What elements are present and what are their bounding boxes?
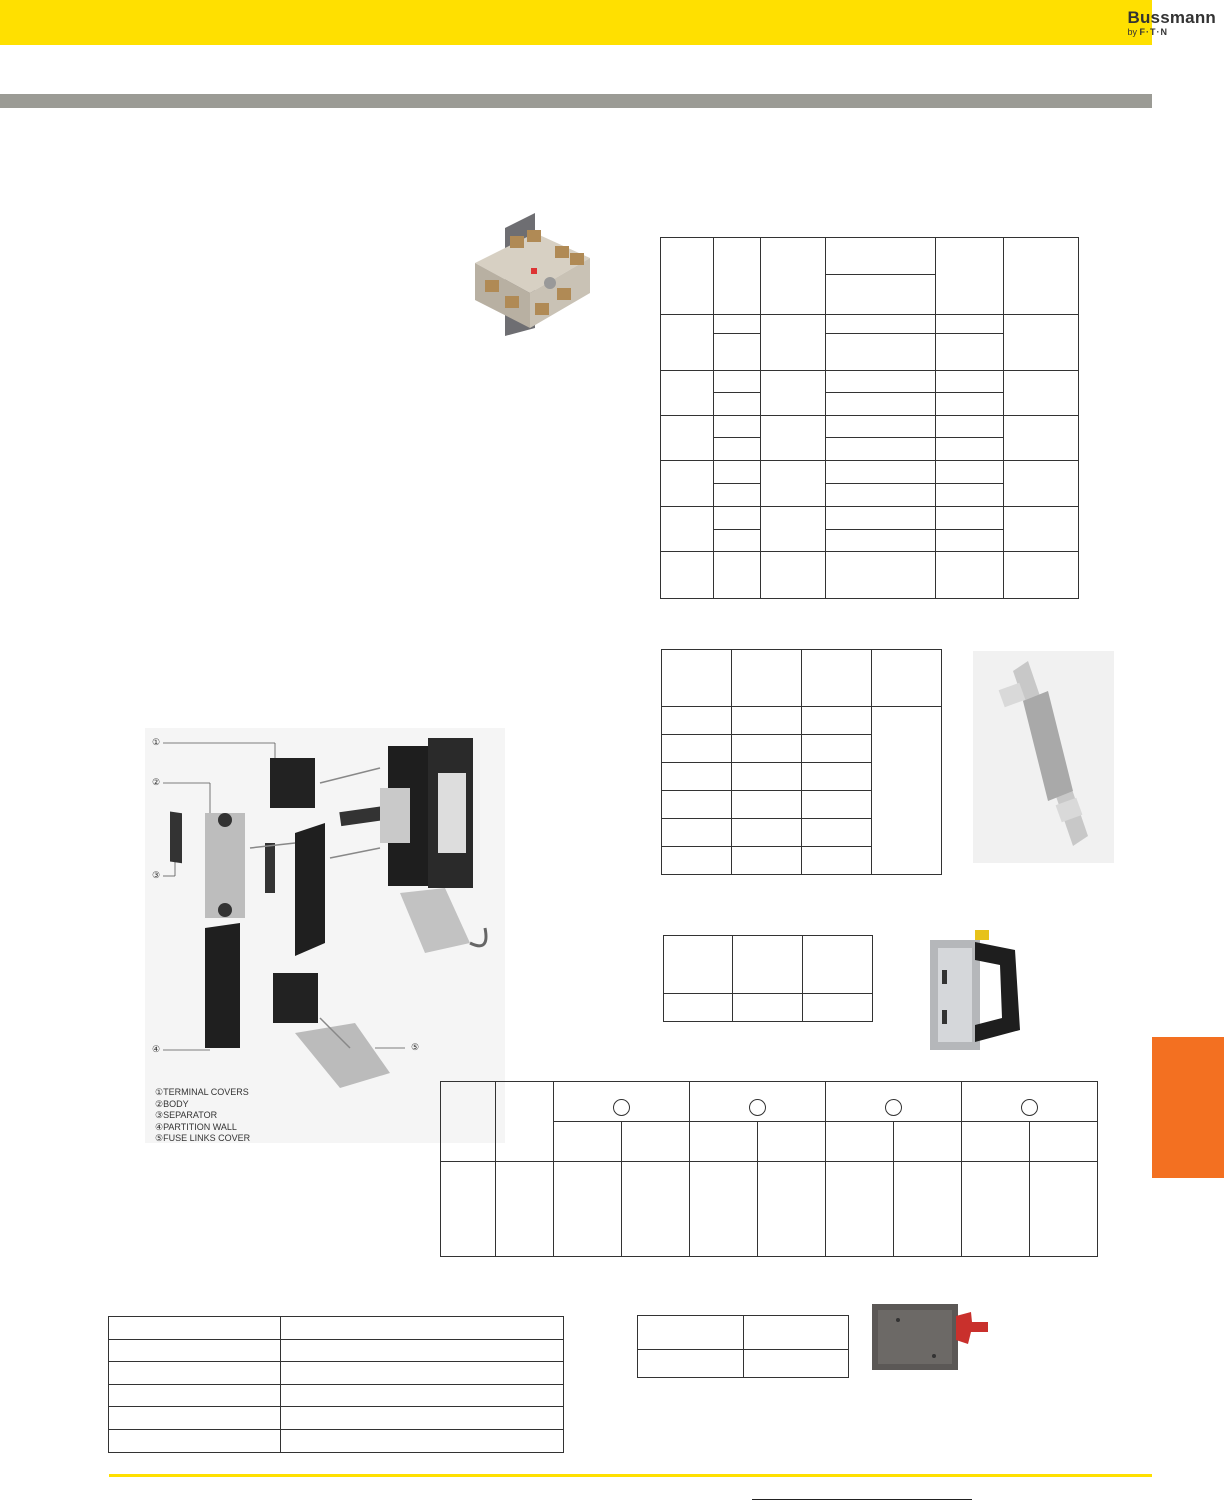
table-cell bbox=[109, 1407, 281, 1430]
table-cell bbox=[936, 392, 1004, 415]
diagram-legend bbox=[155, 1087, 250, 1145]
table-cell bbox=[714, 461, 761, 484]
table-cell bbox=[496, 1082, 554, 1162]
table-cell bbox=[661, 370, 714, 415]
table-cell bbox=[662, 847, 732, 875]
table-cell bbox=[662, 735, 732, 763]
table-cell bbox=[936, 529, 1004, 551]
table-cell bbox=[281, 1362, 564, 1385]
callout-4: ④ bbox=[152, 1044, 161, 1054]
table-cell bbox=[826, 370, 936, 392]
table-cell bbox=[826, 275, 936, 315]
table-cell bbox=[744, 1316, 849, 1350]
callout-2: ② bbox=[152, 777, 161, 787]
brand-parent: F·T·N bbox=[1139, 27, 1169, 37]
table-cell bbox=[109, 1362, 281, 1385]
table-cell bbox=[714, 438, 761, 461]
table-cell bbox=[714, 392, 761, 415]
table-cell bbox=[109, 1430, 281, 1453]
table-cell bbox=[1004, 315, 1079, 370]
circle-marker-icon bbox=[885, 1099, 902, 1116]
table-cell bbox=[661, 551, 714, 598]
table-cell bbox=[826, 438, 936, 461]
table-cell bbox=[441, 1162, 496, 1257]
table-cell bbox=[761, 551, 826, 598]
table-cell bbox=[936, 333, 1004, 370]
table-cell bbox=[936, 238, 1004, 315]
table-cell bbox=[690, 1082, 826, 1122]
table-cell bbox=[281, 1430, 564, 1453]
table-cell bbox=[441, 1082, 496, 1162]
table-cell bbox=[714, 415, 761, 437]
table-dimensions bbox=[440, 1081, 1098, 1257]
table-cell bbox=[109, 1317, 281, 1340]
callout-1: ① bbox=[152, 737, 161, 747]
table-cell bbox=[802, 707, 872, 735]
table-puller bbox=[663, 935, 873, 1022]
table-cell bbox=[1004, 551, 1079, 598]
table-cell bbox=[758, 1122, 826, 1162]
table-cell bbox=[554, 1082, 690, 1122]
table-cover bbox=[637, 1315, 849, 1378]
table-cell bbox=[894, 1122, 962, 1162]
table-cell bbox=[281, 1340, 564, 1362]
table-cell bbox=[802, 819, 872, 847]
table-cell bbox=[664, 936, 733, 994]
header-bar bbox=[0, 0, 1152, 45]
table-cell bbox=[622, 1162, 690, 1257]
table-cell bbox=[826, 392, 936, 415]
callout-5: ⑤ bbox=[411, 1042, 420, 1052]
table-cell bbox=[1004, 238, 1079, 315]
table-cell bbox=[761, 415, 826, 460]
circle-marker-icon bbox=[613, 1099, 630, 1116]
table-cell bbox=[826, 529, 936, 551]
circle-marker-icon bbox=[749, 1099, 766, 1116]
table-cell bbox=[1030, 1162, 1098, 1257]
table-cell bbox=[802, 650, 872, 707]
table-cell bbox=[661, 461, 714, 507]
table-cell bbox=[936, 438, 1004, 461]
table-cell bbox=[662, 791, 732, 819]
table-cell bbox=[714, 529, 761, 551]
table-specifications bbox=[108, 1316, 564, 1453]
table-cell bbox=[714, 333, 761, 370]
table-cell bbox=[826, 507, 936, 529]
table-cell bbox=[936, 551, 1004, 598]
table-cell bbox=[638, 1350, 744, 1378]
table-cell bbox=[1030, 1122, 1098, 1162]
brand-by: by bbox=[1127, 27, 1137, 37]
legend-item: ①TERMINAL COVERS bbox=[155, 1087, 249, 1097]
table-cell bbox=[936, 507, 1004, 529]
table-cell bbox=[962, 1082, 1098, 1122]
table-cell bbox=[826, 1162, 894, 1257]
table-cell bbox=[622, 1122, 690, 1162]
brand-logo bbox=[1127, 8, 1216, 37]
table-cell bbox=[761, 507, 826, 551]
table-cell bbox=[714, 507, 761, 529]
table-cell bbox=[872, 650, 942, 707]
table-cell bbox=[714, 370, 761, 392]
table-cell bbox=[732, 763, 802, 791]
table-cell bbox=[690, 1122, 758, 1162]
circle-marker-icon bbox=[1021, 1099, 1038, 1116]
table-cell bbox=[690, 1162, 758, 1257]
fuse-holder-photo-icon bbox=[465, 208, 595, 338]
section-divider-bar bbox=[0, 94, 1152, 108]
table-cell bbox=[662, 650, 732, 707]
table-cell bbox=[802, 735, 872, 763]
table-cell bbox=[803, 936, 873, 994]
table-cell bbox=[802, 763, 872, 791]
table-cell bbox=[281, 1385, 564, 1407]
table-cell bbox=[803, 994, 873, 1022]
table-cell bbox=[826, 238, 936, 275]
table-cell bbox=[826, 333, 936, 370]
table-cell bbox=[733, 994, 803, 1022]
footer-line bbox=[109, 1474, 1152, 1477]
table-cell bbox=[962, 1122, 1030, 1162]
table-fuse-links bbox=[661, 649, 942, 875]
table-cell bbox=[714, 238, 761, 315]
table-cell bbox=[761, 315, 826, 370]
table-cell bbox=[872, 707, 942, 875]
table-cell bbox=[662, 707, 732, 735]
table-cell bbox=[936, 415, 1004, 437]
table-cell bbox=[826, 461, 936, 484]
table-cell bbox=[802, 847, 872, 875]
table-cell bbox=[714, 315, 761, 333]
table-cell bbox=[638, 1316, 744, 1350]
table-ratings bbox=[660, 237, 1079, 599]
brand-byline bbox=[1127, 27, 1216, 37]
table-cell bbox=[732, 707, 802, 735]
brand-name: Bussmann bbox=[1127, 8, 1216, 27]
table-cell bbox=[661, 507, 714, 551]
cover-plate-photo-icon bbox=[868, 1298, 990, 1376]
table-cell bbox=[661, 238, 714, 315]
table-cell bbox=[936, 484, 1004, 507]
table-cell bbox=[826, 551, 936, 598]
table-cell bbox=[894, 1162, 962, 1257]
fuse-link-photo-icon bbox=[973, 651, 1114, 863]
table-cell bbox=[109, 1340, 281, 1362]
table-cell bbox=[936, 315, 1004, 333]
table-cell bbox=[281, 1407, 564, 1430]
table-cell bbox=[826, 1082, 962, 1122]
table-cell bbox=[761, 370, 826, 415]
table-cell bbox=[554, 1162, 622, 1257]
table-cell bbox=[1004, 461, 1079, 507]
table-cell bbox=[732, 847, 802, 875]
table-cell bbox=[714, 551, 761, 598]
table-cell bbox=[826, 315, 936, 333]
table-cell bbox=[1004, 370, 1079, 415]
table-cell bbox=[662, 763, 732, 791]
legend-item: ②BODY bbox=[155, 1098, 189, 1109]
table-cell bbox=[936, 370, 1004, 392]
table-cell bbox=[109, 1385, 281, 1407]
table-cell bbox=[662, 819, 732, 847]
table-cell bbox=[733, 936, 803, 994]
table-cell bbox=[826, 1122, 894, 1162]
table-cell bbox=[732, 735, 802, 763]
table-cell bbox=[496, 1162, 554, 1257]
table-cell bbox=[732, 650, 802, 707]
table-cell bbox=[554, 1122, 622, 1162]
table-cell bbox=[802, 791, 872, 819]
table-cell bbox=[732, 819, 802, 847]
table-cell bbox=[826, 484, 936, 507]
table-cell bbox=[761, 238, 826, 315]
legend-item: ③SEPARATOR bbox=[155, 1110, 218, 1120]
fuse-puller-handle-icon bbox=[920, 920, 1040, 1058]
callout-3: ③ bbox=[152, 870, 161, 880]
table-cell bbox=[732, 791, 802, 819]
table-cell bbox=[758, 1162, 826, 1257]
table-cell bbox=[936, 461, 1004, 484]
table-cell bbox=[714, 484, 761, 507]
legend-item: ⑤FUSE LINKS COVER bbox=[155, 1133, 251, 1143]
table-cell bbox=[1004, 415, 1079, 460]
table-cell bbox=[962, 1162, 1030, 1257]
legend-item: ④PARTITION WALL bbox=[155, 1121, 237, 1132]
table-cell bbox=[1004, 507, 1079, 551]
table-cell bbox=[281, 1317, 564, 1340]
table-cell bbox=[664, 994, 733, 1022]
table-cell bbox=[661, 415, 714, 460]
table-cell bbox=[744, 1350, 849, 1378]
table-cell bbox=[761, 461, 826, 507]
table-cell bbox=[661, 315, 714, 370]
section-tab bbox=[1152, 1037, 1224, 1178]
table-cell bbox=[826, 415, 936, 437]
